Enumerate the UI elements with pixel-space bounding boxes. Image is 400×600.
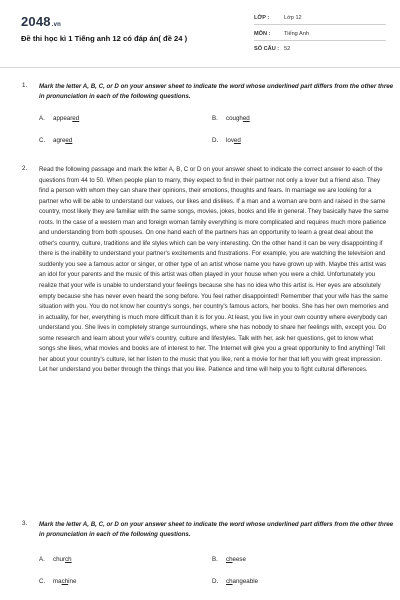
meta-divider (254, 40, 386, 41)
page-header (0, 0, 400, 64)
option-d[interactable]: D. loved (212, 137, 241, 144)
meta-count-label: SỐ CÂU : (254, 46, 280, 52)
underlined-part: ch (65, 556, 72, 563)
header-divider (0, 67, 400, 68)
meta-divider (254, 24, 386, 25)
option-b[interactable]: B. cheese (212, 556, 246, 563)
meta-class-label: LỚP : (254, 15, 270, 21)
logo-text: 2048 (21, 14, 51, 29)
underlined-part: ch (226, 578, 233, 585)
option-d[interactable]: D. changeable (212, 578, 259, 585)
option-a[interactable]: A. appeared (39, 115, 80, 122)
option-b[interactable]: B. coughed (212, 115, 250, 122)
option-a[interactable]: A. church (39, 556, 72, 563)
question-number: 2. (22, 165, 28, 172)
option-c[interactable]: C. machine (39, 578, 77, 585)
underlined-part: ed (65, 137, 73, 144)
underlined-part: ed (233, 137, 241, 144)
meta-subject-value: Tiếng Anh (284, 31, 309, 37)
document-title: Đề thi học kì 1 Tiếng anh 12 có đáp án( đề 24 ) (21, 34, 188, 43)
option-c[interactable]: C. agreed (39, 137, 73, 144)
question-prompt: Mark the letter A, B, C, or D on your answer sheet to indicate the word whose underlined part differs from the other three in pronunciation in each of the following questions. (39, 521, 394, 538)
meta-count-value: 52 (284, 46, 291, 52)
underlined-part: ed (72, 115, 80, 122)
underlined-part: ed (242, 115, 250, 122)
question-number: 3. (22, 520, 28, 527)
meta-subject-label: MÔN : (254, 31, 271, 37)
underlined-part: ch (61, 578, 69, 585)
meta-class-value: Lớp 12 (284, 15, 302, 21)
question-prompt: Mark the letter A, B, C, or D on your answer sheet to indicate the word whose underlined part differs from the other three in pronunciation in each of the following questions. (39, 83, 394, 100)
underlined-part: ch (226, 556, 233, 563)
logo-suffix: .vn (51, 22, 62, 28)
site-logo[interactable] (21, 14, 61, 29)
question-number: 1. (22, 82, 28, 89)
reading-passage: Read the following passage and mark the letter A, B, C or D on your answer sheet to indicate the correct answer to each of the questions from 44 to 50. When people plan to marry, they expect to find in their partner not only a lover but a friend also. They find a person with whom they can share their opinions, their emotions, thoughts and fears. In marriage we are looking for a partner who will be able to understand our values, our likes and dislikes. If a man and a woman are born and raised in the same country, most likely they are familiar with the same songs, movies, jokes, books and life in general. They basically have the same roots. In the case of a western man and foreign woman family everything is more complicated and requires much more patience and understanding from both spouses. On one hand each of the partners has an opportunity to learn a great deal about the other's country, culture, traditions and life styles which can be very interesting. On the other hand it can be very disappointing if there is the inability to understand your partner's excitements and frustrations. For example, you are watching the television and suddenly you see a famous actor or singer, or other type of an artist whose name you have grown up with. Maybe this artist was an idol for your parents and the music of this artist was often played in your house when you were a child. Unfortunately you realize that your wife is unable to understand your feelings because she has no idea who this artist is. Her eyes are absolutely empty because she has never even heard the song before. You feel rather disappointed! Remember that your wife has the same situation with you. You do not know her country's songs, her country's famous actors, her books. She has her own memories and in actuality, for her, everything is much more difficult than it is for you. At least, you live in your own country where everybody can understand you. She lives in completely strange surroundings, where she has nobody to share her feelings with, except you. Do some research and learn about your wife's country, culture and lifestyles. Talk with her, ask her questions, get to know what songs she likes, what movies and books are of interest to her. The Internet will give you a great opportunity to find anything! Tell her about your country's culture, let her listen to the music that you like, rent a movie for her that left you with great impression. Let her understand you better through the things that you like. Patience and time will help you to fight cultural differences. (39, 166, 389, 374)
